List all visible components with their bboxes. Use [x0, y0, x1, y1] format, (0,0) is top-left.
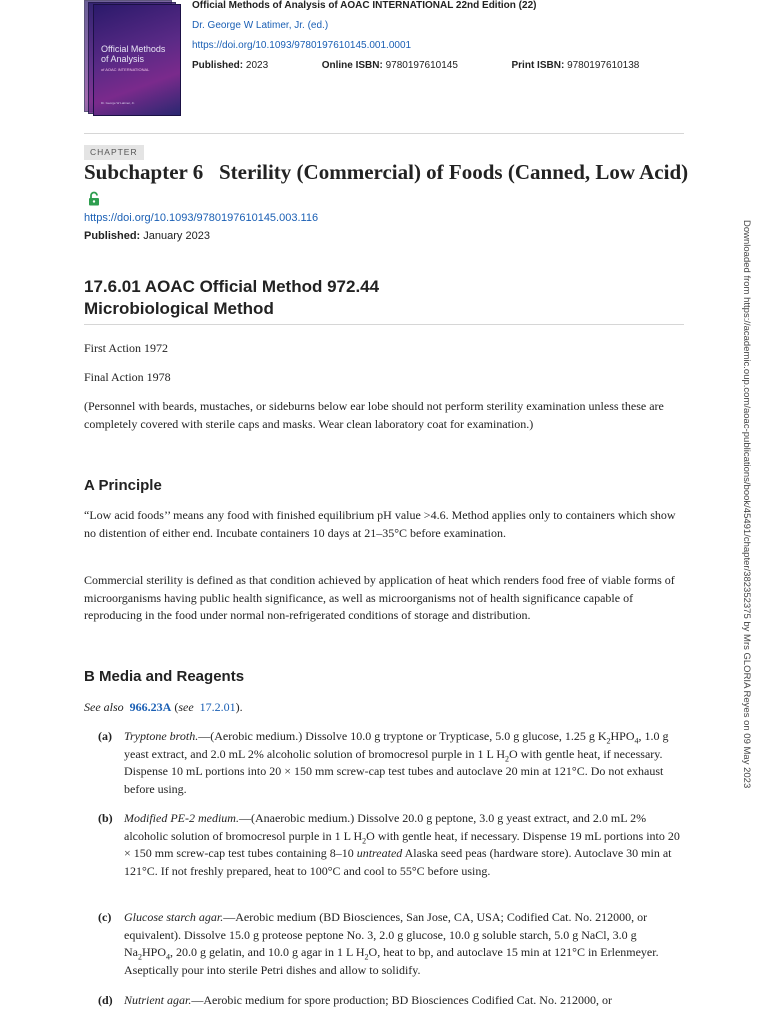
principle-para-2: Commercial sterility is defined as that condition achieved by application of heat which renders food free of viable forms of microorganisms having public health significance, as well as microorganisms not of health significance capable of reproducing in the food under normal non-refrigerated conditions of storage and distribution.: [84, 573, 675, 623]
book-cover-image[interactable]: [84, 0, 180, 115]
subscript: 4: [166, 952, 171, 962]
item-marker: (a): [98, 729, 112, 743]
cover-title: Official Methods of Analysis: [101, 44, 166, 64]
item-body: [124, 810, 684, 881]
book-published-label: Published:: [192, 60, 244, 71]
see-also-ref-link[interactable]: 966.23A: [129, 700, 172, 714]
item-body: [124, 909, 684, 980]
print-isbn-label: Print ISBN:: [511, 60, 565, 71]
principle-heading: A Principle: [84, 477, 162, 494]
item-text: HPO: [142, 945, 167, 960]
media-heading: B Media and Reagents: [84, 668, 245, 685]
item-text: , 1.0 g yeast extract, and 2.0 mL 2% alcoholic solution of bromocresol purple in 1 L H: [124, 729, 669, 761]
item-text: O, heat to bp, and autoclave 15 min at 121°C in Erlenmeyer. Aseptically pour into sterile Petri dishes and allow to solidify.: [124, 945, 659, 978]
chapter-title-prefix: Subchapter 6: [84, 160, 204, 184]
subscript: 2: [138, 952, 142, 962]
item-text: , 20.0 g gelatin, and 10.0 g agar in 1 L H: [170, 945, 365, 960]
item-body: [124, 992, 684, 1010]
cover-footer: Dr. George W Latimer, Jr.: [101, 101, 135, 105]
chapter-published: [84, 230, 210, 242]
see-ref-link[interactable]: 17.2.01: [199, 700, 236, 714]
principle-para-1: “Low acid foods’’ means any food with finished equilibrium pH value >4.6. Method applies only to containers which show no distention of either end. Incubate containers 10 days at 21–35°C before examination.: [84, 508, 676, 540]
header-divider: [84, 133, 684, 134]
book-editor-link[interactable]: Dr. George W Latimer, Jr. (ed.): [192, 20, 329, 31]
item-text: —Aerobic medium for spore production; BD Biosciences Codified Cat. No. 212000, or: [191, 993, 612, 1007]
book-info: [192, 0, 692, 76]
method-title-line2: Microbiological Method: [84, 299, 274, 318]
online-isbn-label: Online ISBN:: [321, 60, 383, 71]
chapter-published-label: Published:: [84, 230, 141, 242]
subscript: 2: [364, 952, 369, 962]
chapter-published-value: January 2023: [143, 230, 210, 242]
chapter-doi-link[interactable]: https://doi.org/10.1093/9780197610145.003.116: [84, 212, 319, 224]
book-title: Official Methods of Analysis of AOAC INTERNATIONAL 22nd Edition (22): [192, 0, 537, 11]
item-name: Glucose starch agar.: [124, 910, 224, 924]
item-text: —(Aerobic medium.) Dissolve 10.0 g tryptone or Trypticase, 5.0 g glucose, 1.25 g K: [198, 729, 607, 743]
item-emphasis: untreated: [356, 846, 403, 861]
item-text: —Aerobic medium (BD Biosciences, San Jose, CA, USA; Codified Cat. No. 212000, or equivalent). Dissolve 15.0 g proteose peptone No. 3, 2.0 g glucose, 10.0 g soluble starch, 5.0 g NaCl, 3.0 g Na: [124, 910, 648, 960]
item-name: Nutrient agar.: [124, 993, 192, 1007]
book-published-value: 2023: [245, 60, 269, 71]
method-title-line1: 17.6.01 AOAC Official Method 972.44: [84, 277, 380, 296]
item-text: O with gentle heat, if necessary. Dispense 19 mL portions into 20 × 150 mm screw-cap test tubes containing 8–10: [124, 828, 680, 861]
subscript: 4: [634, 736, 639, 746]
subscript: 2: [505, 754, 510, 764]
chapter-title-main: Sterility (Commercial) of Foods (Canned, Low Acid): [218, 160, 689, 184]
item-name: Tryptone broth.: [124, 729, 199, 743]
item-body: [124, 728, 684, 799]
cover-subtitle: of AOAC INTERNATIONAL: [101, 67, 150, 72]
print-isbn-value: 9780197610138: [567, 60, 640, 71]
chapter-title: [84, 160, 694, 212]
final-action: Final Action 1978: [84, 370, 171, 384]
see-label: see: [178, 700, 194, 714]
see-also-label: See also: [84, 700, 124, 714]
book-doi-link[interactable]: https://doi.org/10.1093/9780197610145.001.0001: [192, 40, 412, 51]
chapter-badge: CHAPTER: [84, 145, 144, 160]
download-watermark: Downloaded from https://academic.oup.com/aoac-publications/book/45491/chapter/382352375 by Mrs GLORIA Reyes on 09 May 2023: [741, 220, 752, 789]
item-text: —(Anaerobic medium.) Dissolve 20.0 g peptone, 3.0 g yeast extract, and 2.0 mL 2% alcoholic solution of bromocresol purple in 1 L H: [124, 811, 647, 843]
method-title: [84, 276, 684, 320]
item-text: O with gentle heat, if necessary. Dispense 10 mL portions into 20 × 150 mm screw-cap test tubes and autoclave 20 min at 121°C. Do not exhaust before using.: [124, 746, 664, 797]
open-access-lock-icon: [88, 187, 100, 212]
item-marker: (c): [98, 910, 112, 924]
method-divider: [84, 324, 684, 325]
first-action: First Action 1972: [84, 341, 169, 355]
item-marker: (b): [98, 811, 113, 825]
item-marker: (d): [98, 993, 113, 1007]
subscript: 2: [362, 836, 367, 846]
item-text: Alaska seed peas (hardware store). Autoclave 30 min at 121°C. If not freshly prepared, heat to 100°C and cool to 55°C before using.: [124, 846, 672, 879]
item-text: HPO: [610, 729, 635, 743]
see-also-line: See also 966.23A (see 17.2.01).: [84, 700, 243, 714]
online-isbn-value: 9780197610145: [385, 60, 458, 71]
book-meta: [192, 56, 692, 76]
item-name: Modified PE-2 medium.: [124, 811, 239, 825]
personnel-note: (Personnel with beards, mustaches, or sideburns below ear lobe should not perform sterility examination unless these are completely covered with sterile caps and masks. Wear clean laboratory coat for examination.): [84, 399, 664, 431]
subscript: 2: [606, 736, 611, 746]
